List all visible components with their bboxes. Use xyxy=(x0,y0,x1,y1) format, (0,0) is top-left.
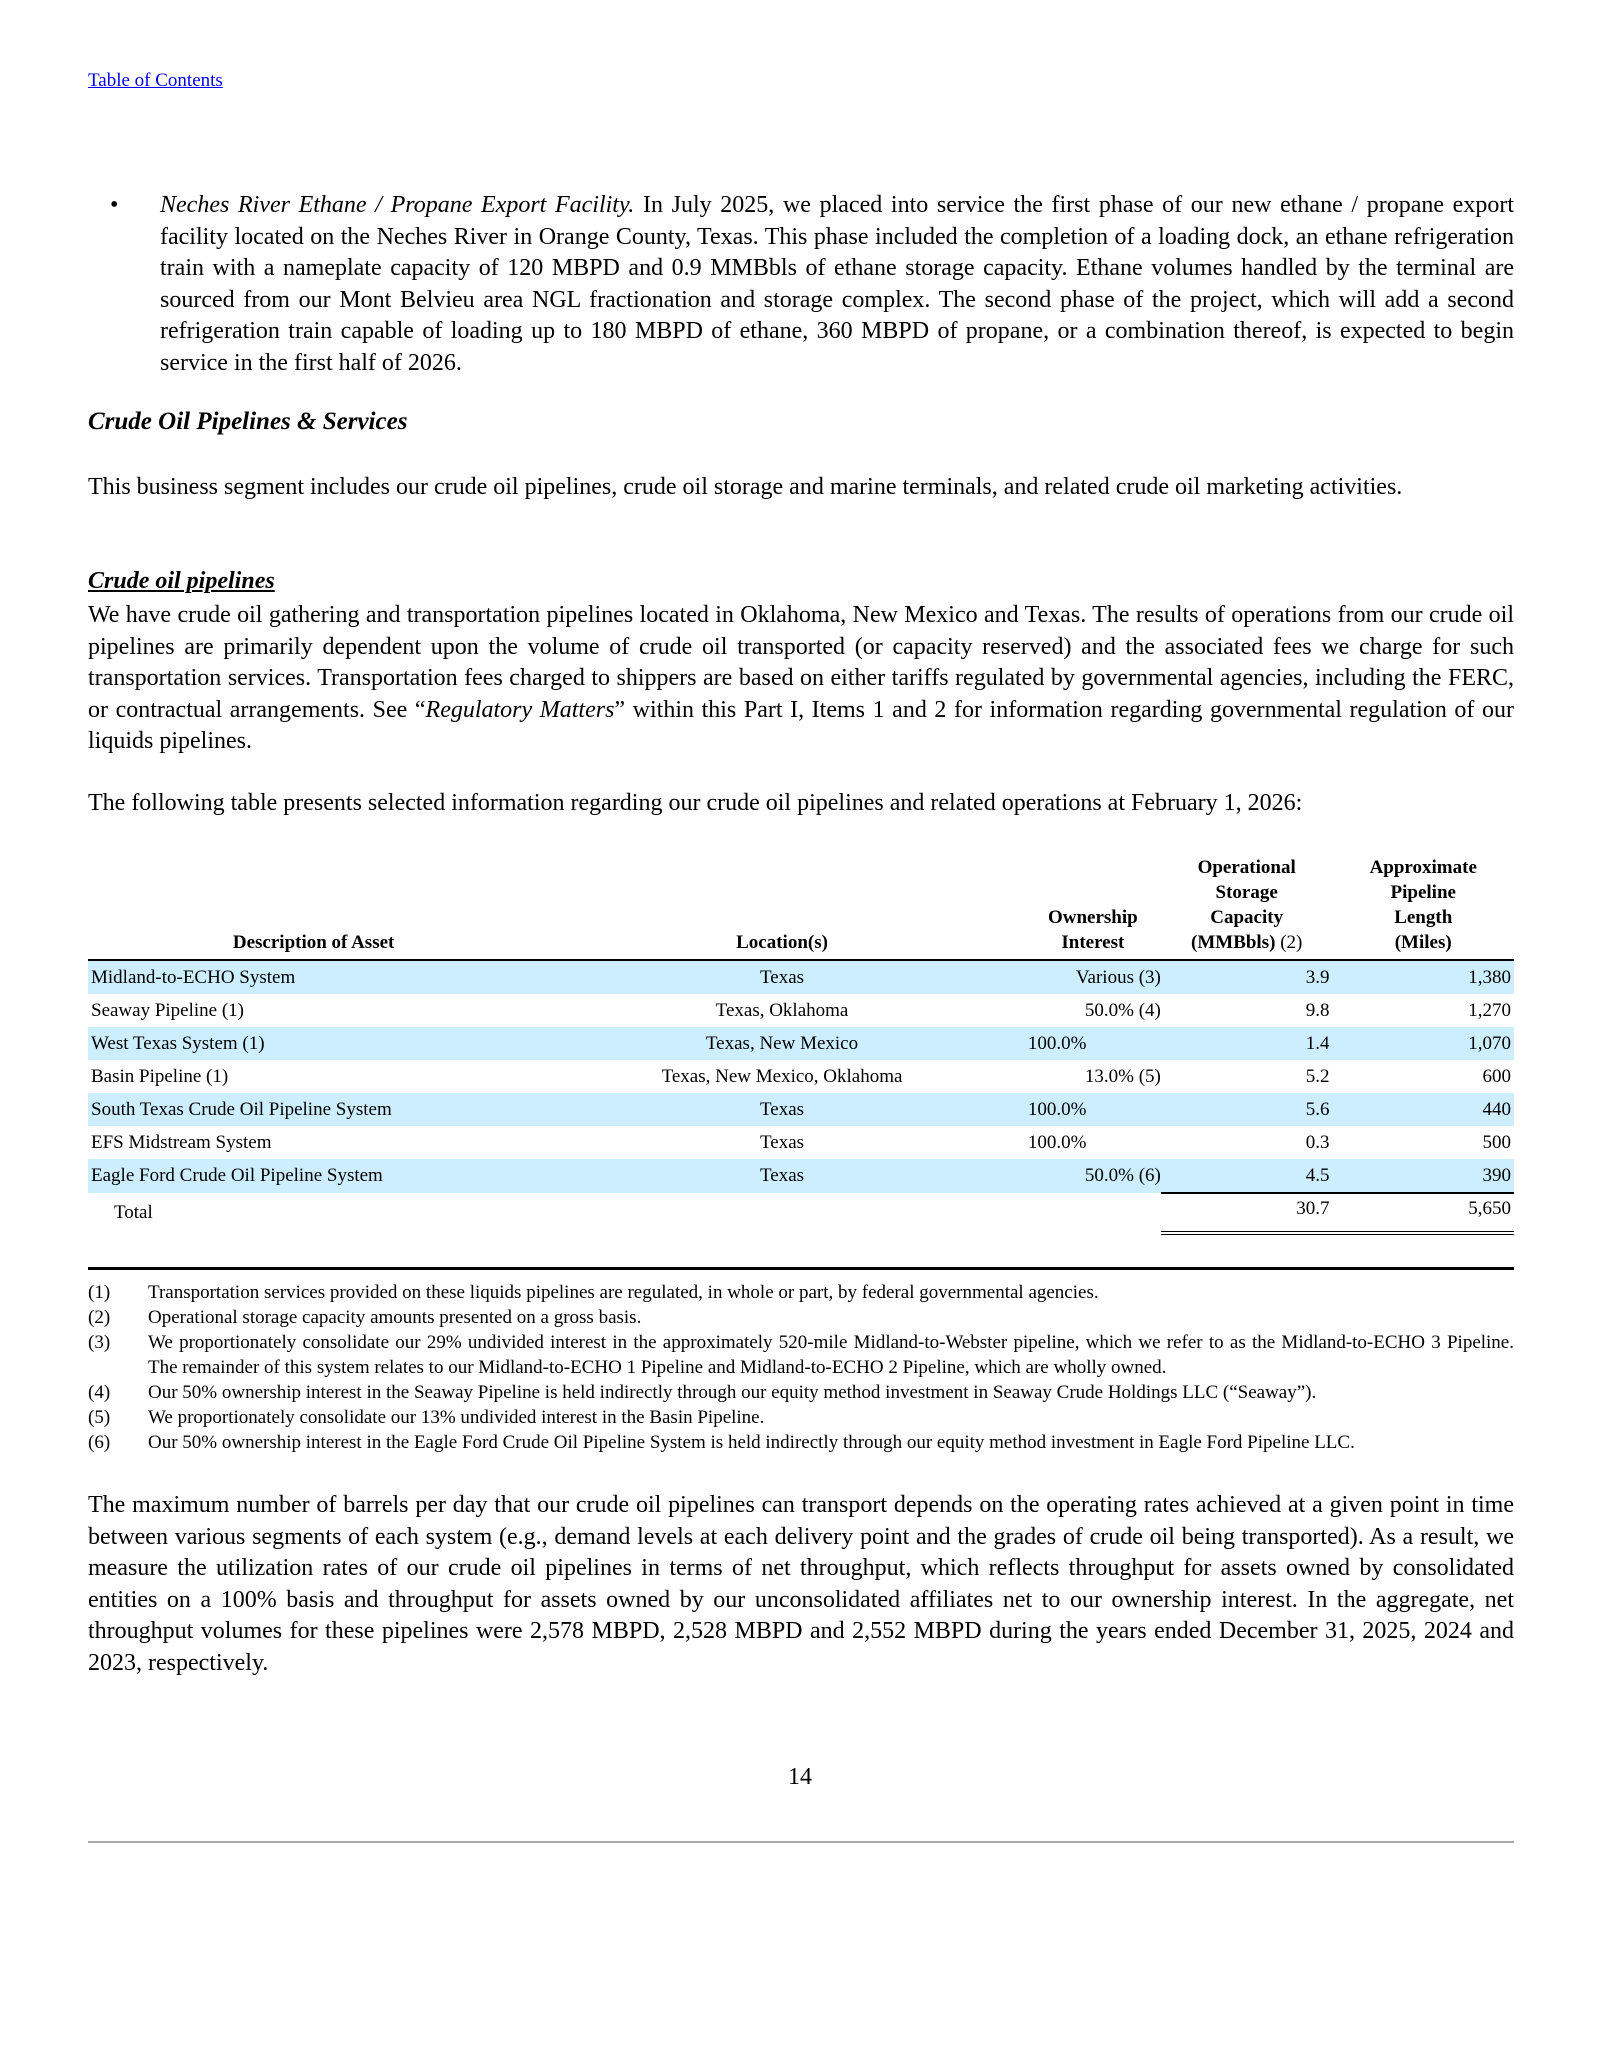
footnote-number: (3) xyxy=(88,1332,111,1353)
total-length: 5,650 xyxy=(1332,1193,1514,1233)
footnote-text: Operational storage capacity amounts presented on a gross basis. xyxy=(148,1307,642,1328)
cell-description: South Texas Crude Oil Pipeline System xyxy=(88,1093,539,1126)
cell-description: Basin Pipeline (1) xyxy=(91,1065,229,1087)
cell-description: Midland-to-ECHO System xyxy=(88,960,539,994)
page-number: 14 xyxy=(788,1764,812,1790)
table-row xyxy=(88,1126,1514,1159)
footnote-text: We proportionately consolidate our 29% undivided interest in the approximately 520-mile Midland-to-Webster pipeline, which we refer to as the Midland-to-ECHO 3 Pipeline. The remainder of this system relates to our Midland-to-ECHO 1 Pipeline and Midland-to-ECHO 2 Pipeline, which are wholly owned. xyxy=(148,1332,1514,1378)
cell-storage: 3.9 xyxy=(1161,960,1333,994)
cell-length: 390 xyxy=(1332,1159,1514,1193)
footnote xyxy=(88,1405,1514,1430)
cell-storage: 1.4 xyxy=(1161,1027,1333,1060)
footnote xyxy=(88,1305,1514,1330)
header-pipeline-length: Approximate Pipeline Length (Miles) xyxy=(1332,855,1514,960)
table-row xyxy=(88,1027,1514,1060)
crude-oil-pipelines-table xyxy=(88,855,1514,1235)
header-storage-capacity: Operational Storage Capacity (MMBbls) (2) xyxy=(1161,855,1333,960)
cell-description: West Texas System (1) xyxy=(88,1027,539,1060)
table-of-contents-link[interactable]: Table of Contents xyxy=(88,70,223,91)
total-empty-cell xyxy=(1025,1193,1161,1233)
footnotes xyxy=(88,1280,1514,1455)
cell-location: Texas xyxy=(539,1159,1025,1193)
table-row xyxy=(88,994,1514,1027)
cell-storage: 4.5 xyxy=(1161,1159,1333,1193)
cell-ownership: 100.0% xyxy=(1027,1131,1087,1153)
cell-length: 500 xyxy=(1482,1131,1511,1153)
footnote xyxy=(88,1330,1514,1380)
cell-description: Seaway Pipeline (1) xyxy=(91,999,245,1021)
cell-location: Texas xyxy=(539,960,1025,994)
cell-length: 600 xyxy=(1482,1065,1511,1087)
pipelines-text-after: ” within this Part I, Items 1 and 2 for information regarding governmental regulation of our liquids pipelines. xyxy=(88,696,1514,754)
cell-location: Texas xyxy=(760,1131,805,1153)
regulatory-matters-ref: Regulatory Matters xyxy=(425,696,615,723)
footnote-text: Our 50% ownership interest in the Eagle Ford Crude Oil Pipeline System is held indirectly through our equity method investment in Eagle Ford Pipeline LLC. xyxy=(148,1432,1355,1453)
table-total-row xyxy=(88,1193,1514,1233)
bullet-icon: • xyxy=(110,192,119,218)
cell-description: EFS Midstream System xyxy=(91,1131,272,1153)
total-label: Total xyxy=(88,1193,539,1233)
total-empty-cell xyxy=(539,1193,1025,1233)
footnote-number: (5) xyxy=(88,1407,111,1428)
cell-storage: 9.8 xyxy=(1305,999,1330,1021)
header-ownership: Ownership Interest xyxy=(1025,855,1161,960)
footnote-number: (2) xyxy=(88,1307,111,1328)
header-description: Description of Asset xyxy=(88,855,539,960)
footnote xyxy=(88,1380,1514,1405)
cell-length: 1,070 xyxy=(1332,1027,1514,1060)
cell-location: Texas xyxy=(539,1093,1025,1126)
sub-heading: Crude oil pipelines xyxy=(88,568,275,594)
cell-ownership: 50.0% (6) xyxy=(1025,1159,1161,1193)
bullet-body: In July 2025, we placed into service the first phase of our new ethane / propane export facility located on the Neches River in Orange County, Texas. This phase included the completion of a loading dock, an ethane refrigeration train with a nameplate capacity of 120 MBPD and 0.9 MMBbls of ethane storage capacity. Ethane volumes handled by the terminal are sourced from our Mont Belvieu area NGL fractionation and storage complex. The second phase of the project, which will add a second refrigeration train capable of loading up to 180 MBPD of ethane, 360 MBPD of propane, or a combination thereof, is expected to begin service in the first half of 2026. xyxy=(160,192,1514,376)
table-intro-paragraph: The following table presents selected information regarding our crude oil pipelines and related operations at February 1, 2026: xyxy=(88,790,1303,816)
footnote-number: (4) xyxy=(88,1382,111,1403)
pipelines-text-before: We have crude oil gathering and transportation pipelines located in Oklahoma, New Mexico and Texas. The results of operations from our crude oil pipelines are primarily dependent upon the volume of crude oil transported (or capacity reserved) and the associated fees we charge for such transportation services. Transportation fees charged to shippers are based on either tariffs regulated by governmental agencies, including the FERC, or contractual arrangements. See “ xyxy=(88,602,1514,723)
throughput-paragraph: The maximum number of barrels per day that our crude oil pipelines can transport depends on the operating rates achieved at a given point in time between various segments of each system (e.g., demand levels at each delivery point and the grades of crude oil being transported). As a result, we measure the utilization rates of our crude oil pipelines in terms of net throughput, which reflects throughput for assets owned by consolidated entities on a 100% basis and throughput for assets owned by our unconsolidated affiliates net to our ownership interest. In the aggregate, net throughput volumes for these pipelines were 2,578 MBPD, 2,528 MBPD and 2,552 MBPD during the years ended December 31, 2025, 2024 and 2023, respectively. xyxy=(88,1492,1514,1676)
footnote xyxy=(88,1430,1514,1455)
cell-ownership: 13.0% (5) xyxy=(1084,1065,1161,1087)
section-heading: Crude Oil Pipelines & Services xyxy=(88,408,408,435)
cell-length: 1,270 xyxy=(1468,999,1511,1021)
total-storage: 30.7 xyxy=(1161,1193,1333,1233)
cell-ownership: 100.0% xyxy=(1025,1093,1161,1126)
bullet-paragraph xyxy=(160,190,1514,379)
table-bottom-rule xyxy=(88,1267,1514,1270)
table-row xyxy=(88,1159,1514,1193)
bullet-item xyxy=(88,190,1514,379)
cell-storage: 5.2 xyxy=(1305,1065,1330,1087)
pipelines-paragraph xyxy=(88,600,1514,758)
footnote-number: (1) xyxy=(88,1282,111,1303)
cell-length: 1,380 xyxy=(1332,960,1514,994)
cell-length: 440 xyxy=(1332,1093,1514,1126)
footnote-text: Our 50% ownership interest in the Seaway Pipeline is held indirectly through our equity method investment in Seaway Crude Holdings LLC (“Seaway”). xyxy=(148,1382,1317,1403)
cell-location: Texas, New Mexico xyxy=(539,1027,1025,1060)
cell-storage: 5.6 xyxy=(1161,1093,1333,1126)
bullet-title: Neches River Ethane / Propane Export Facility. xyxy=(160,192,635,218)
cell-ownership: 50.0% (4) xyxy=(1084,999,1161,1021)
footnote-text: Transportation services provided on these liquids pipelines are regulated, in whole or part, by federal governmental agencies. xyxy=(148,1282,1099,1303)
cell-storage: 0.3 xyxy=(1305,1131,1330,1153)
page-bottom-rule xyxy=(88,1841,1514,1843)
footnote-number: (6) xyxy=(88,1432,111,1453)
table-row xyxy=(88,960,1514,994)
footnote-text: We proportionately consolidate our 13% undivided interest in the Basin Pipeline. xyxy=(148,1407,765,1428)
cell-description: Eagle Ford Crude Oil Pipeline System xyxy=(88,1159,539,1193)
cell-location: Texas, Oklahoma xyxy=(715,999,849,1021)
cell-location: Texas, New Mexico, Oklahoma xyxy=(661,1065,903,1087)
header-location: Location(s) xyxy=(539,855,1025,960)
cell-ownership: 100.0% xyxy=(1025,1027,1161,1060)
footnote xyxy=(88,1280,1514,1305)
segment-intro-paragraph: This business segment includes our crude oil pipelines, crude oil storage and marine terminals, and related crude oil marketing activities. xyxy=(88,474,1403,500)
cell-ownership: Various (3) xyxy=(1025,960,1161,994)
table-row xyxy=(88,1060,1514,1093)
table-row xyxy=(88,1093,1514,1126)
table-header-row xyxy=(88,855,1514,960)
